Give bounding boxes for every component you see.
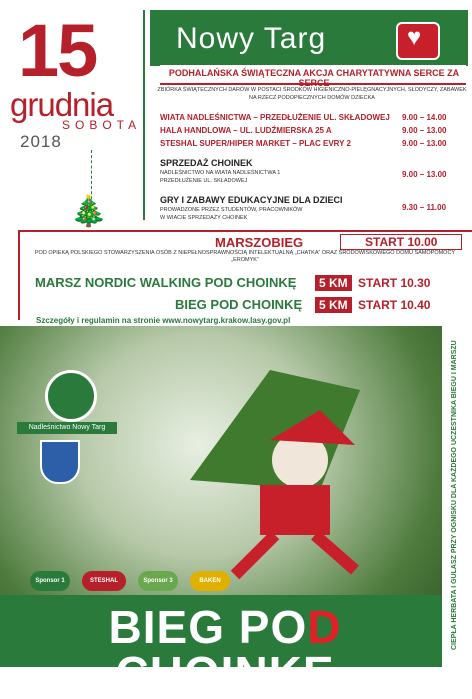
race-2-km: 5 KM [315,275,352,291]
games-time: 9.30 – 11.00 [402,203,447,212]
serce-za-serce-logo [396,22,440,60]
banner-title-part-3: CHOINKĘ [115,647,335,699]
race-1-start: START 10.00 [340,234,462,250]
sponsor-logos [30,571,240,593]
race-note: POD OPIEKĄ POLSKIEGO STOWARZYSZENIA OSÓB Z NIEPEŁNOSPRAWNOŚCIĄ INTELEKTUALNĄ „CHATKA” ORAZ ŚRODOWISKOWEGO DOMU SAMOPOMOCY „EROMYK” [34,250,456,263]
race-2-name: MARSZ NORDIC WALKING POD CHOINKĘ [35,275,297,290]
santa-leg-left [235,535,275,575]
race-1-name: MARSZOBIEG [215,235,304,250]
intro-line-2: NA RZECZ PODOPIECZNYCH DOMÓW DZIECKA [249,95,375,101]
page-title: Nowy Targ [176,22,327,55]
sale-desc-2: PRZEDŁUŻENIE UL. SKŁADOWEJ [160,178,248,184]
games-desc-1: PROWADZONE PRZEZ STUDENTÓW, PRACOWNIKÓW [160,207,303,213]
sponsor-logo-4: BAKEN [190,571,230,591]
race-3-name: BIEG POD CHOINKĘ [175,297,303,312]
divider [143,10,145,220]
schedule-time-3: 9.00 – 13.00 [402,139,447,148]
sponsor-logo-2: STESHAL [82,571,126,591]
sale-time: 9.00 – 13.00 [402,170,447,179]
games-title: GRY I ZABAWY EDUKACYJNE DLA DZIECI [160,195,343,205]
schedule-place-3: STESHAL SUPER/HIPER MARKET – PLAC EVRY 2 [160,139,351,148]
santa-drawing [150,350,400,580]
race-3-km: 5 KM [315,297,352,313]
sale-desc-1: NADLEŚNICTWO NA WIATA NADLEŚNICTWA 1 [160,170,281,176]
santa-body-shape [260,485,330,535]
schedule-place-1: WIATA NADLEŚNICTWA – PRZEDŁUŻENIE UL. SKŁADOWEJ [160,113,390,122]
intro-line-1: ZBIÓRKA ŚWIĄTECZNYCH DARÓW W POSTACI ŚRODKÓW HIGIENICZNO-PIELĘGNACYJNYCH, SŁODYCZY, ZABAWEK [157,87,467,93]
schedule-time-2: 9.00 – 13.00 [402,126,447,135]
sponsor-logo-1: Sponsor 1 [30,571,70,591]
event-day: 15 [18,9,97,92]
info-link[interactable]: Szczegóły i regulamin na stronie www.nowytarg.krakow.lasy.gov.pl [36,316,291,325]
event-weekday: SOBOTA [62,118,142,132]
christmas-tree-icon: 🎄 [70,195,108,228]
santa-leg-right [315,535,355,570]
event-year: 2018 [20,132,62,151]
event-month: grudnia [10,86,114,123]
subtitle: PODHALAŃSKA ŚWIĄTECZNA AKCJA CHARYTATYWNA SERCE ZA SERCE [168,68,460,88]
sale-title: SPRZEDAŻ CHOINEK [160,158,253,168]
race-3-start: START 10.40 [358,298,431,312]
heart-icon: ♥ [407,24,422,51]
schedule-time-1: 9.00 – 14.00 [402,113,447,122]
side-text: CIEPŁA HERBATA I GULASZ PRZY OGNISKU DLA KAŻDEGO UCZESTNIKA BIEGU I MARSZU [451,340,458,650]
nadlesnictwo-emblem [45,370,97,422]
sponsor-logo-3: Sponsor 3 [138,571,178,591]
banner-title [8,601,442,699]
banner-title-part-1: BIEG PO [108,601,308,653]
nadlesnictwo-label: Nadleśnictwo Nowy Targ [17,422,117,434]
schedule-place-2: HALA HANDLOWA – UL. LUDŹMIERSKA 25 A [160,126,332,135]
games-desc-2: W WIACIE SPRZEDAŻY CHOINEK [160,215,248,221]
nowy-targ-coat-of-arms [40,440,80,484]
race-2-start: START 10.30 [358,276,431,290]
banner-title-part-2: D [307,601,342,653]
